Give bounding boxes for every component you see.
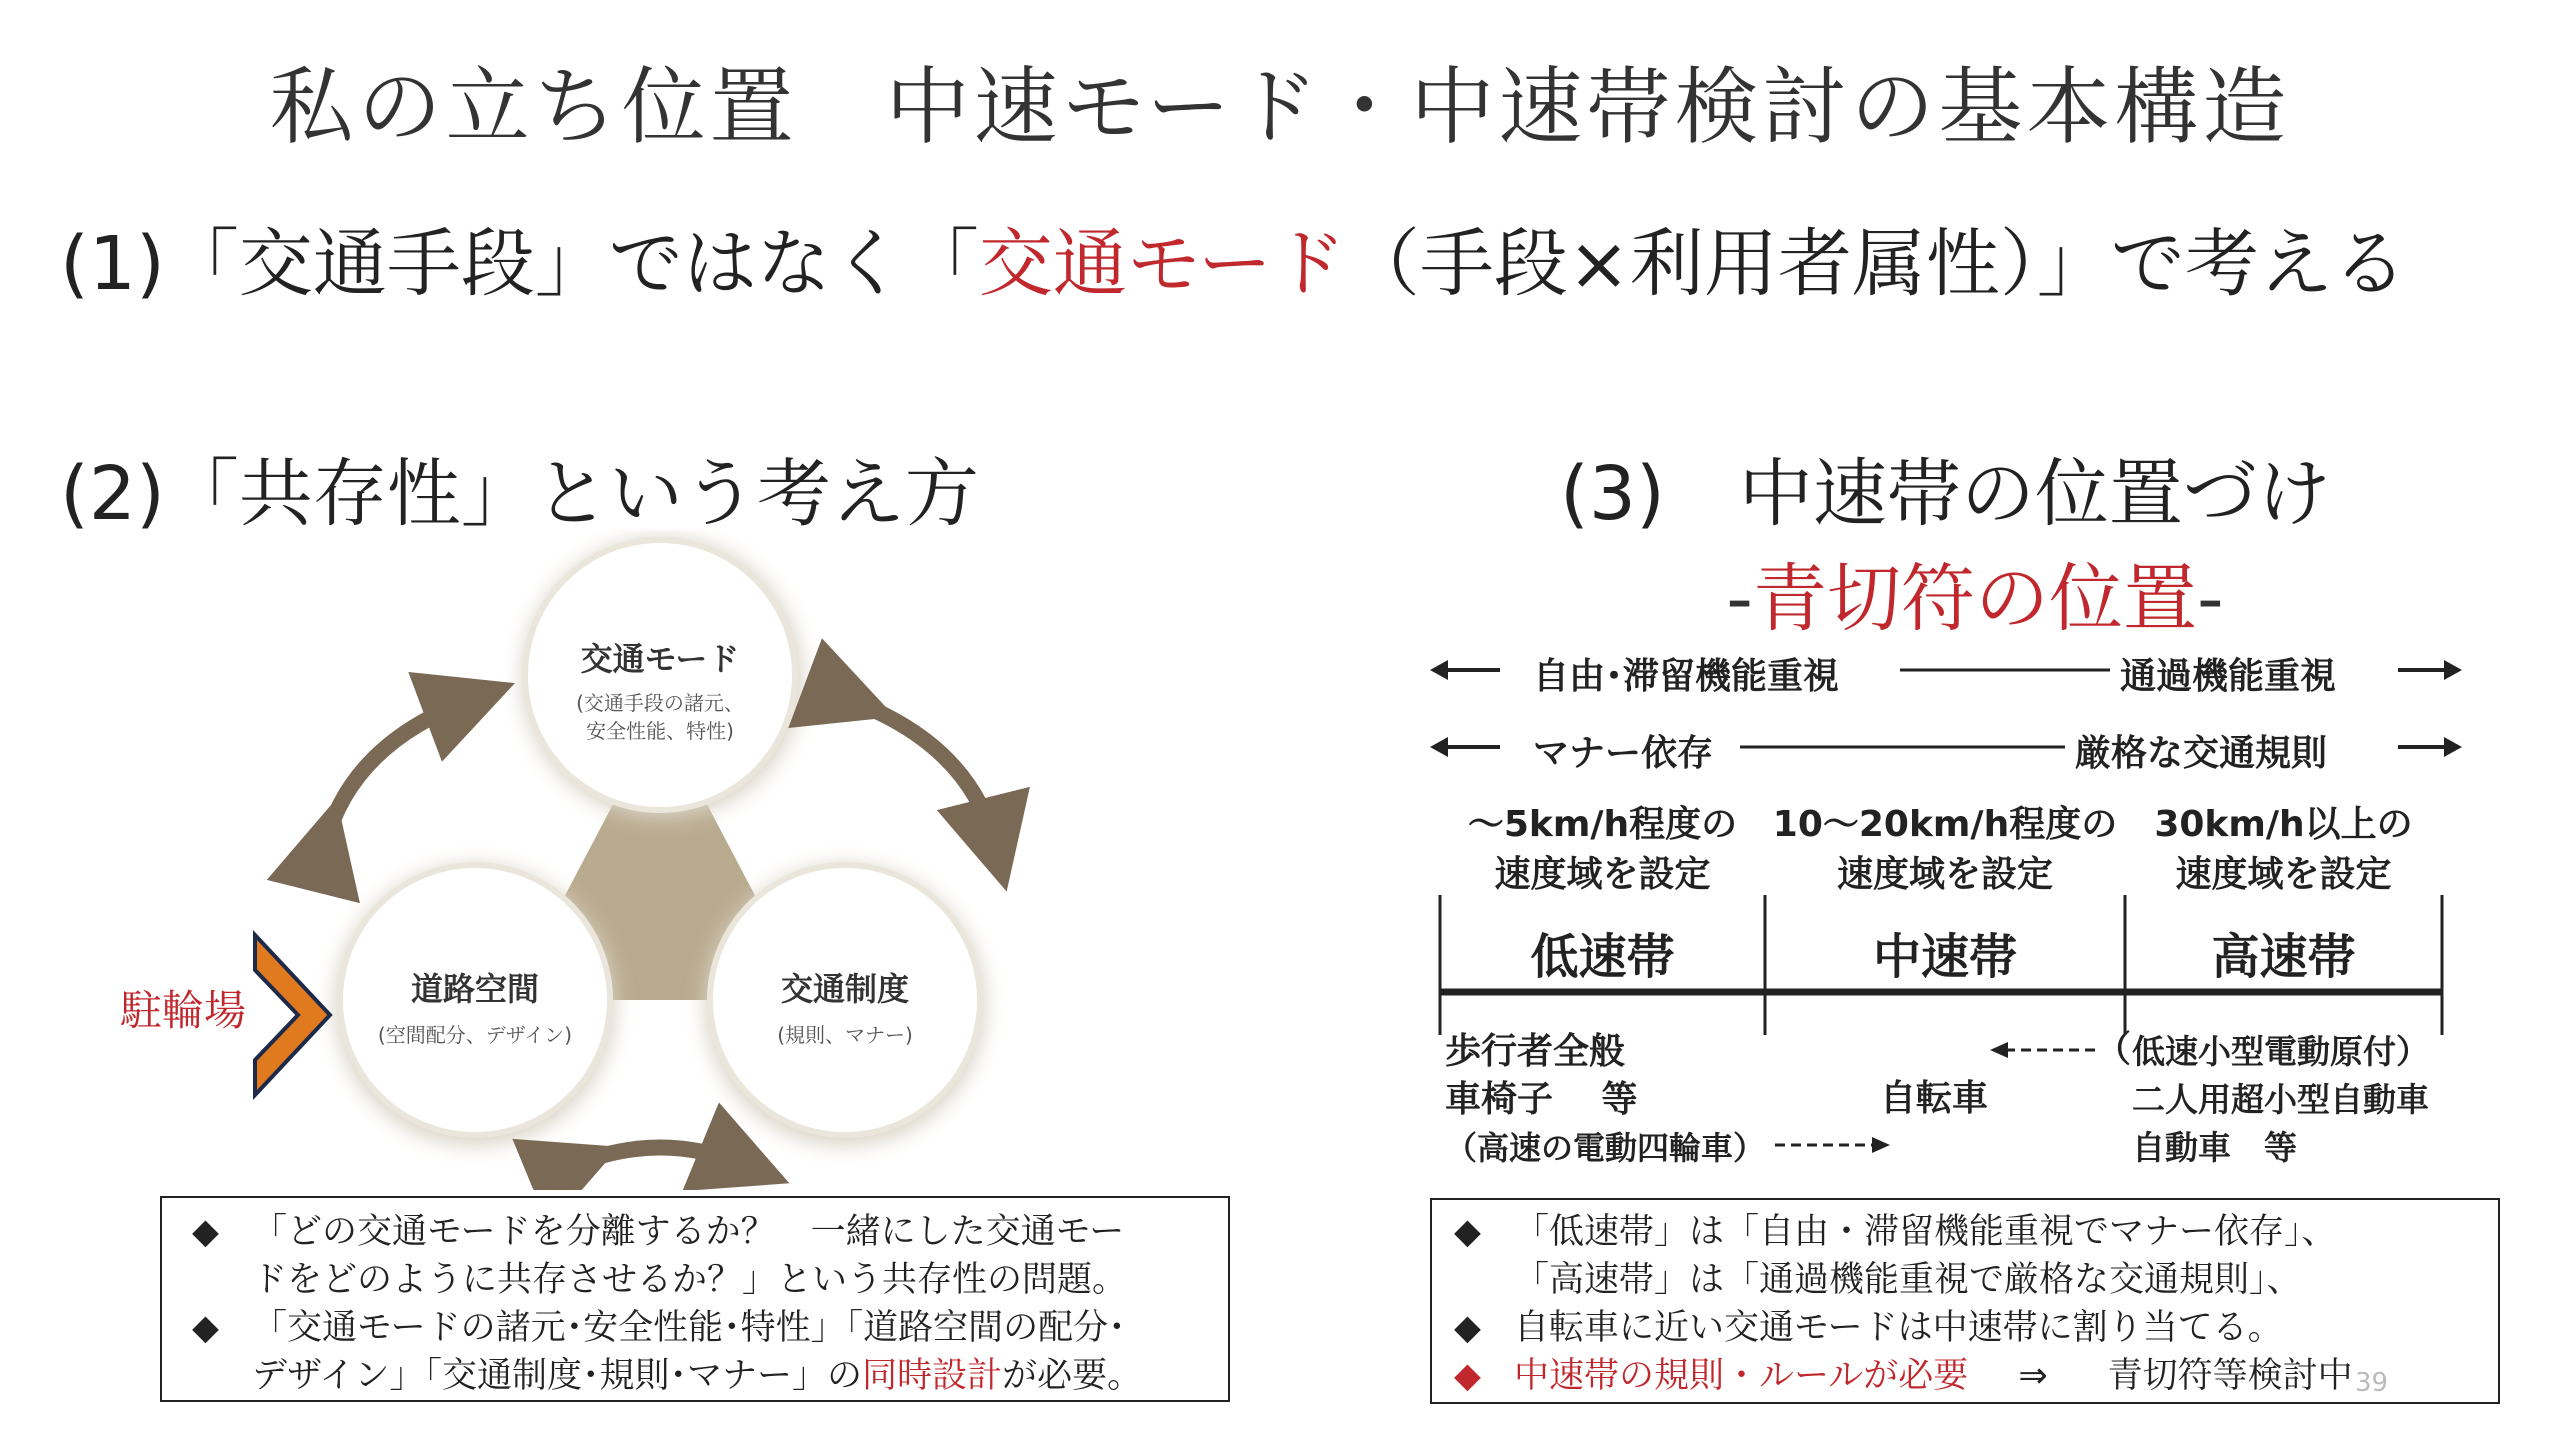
summary-line-3: 自転車に近い交通モードは中速帯に割り当てる。 bbox=[1514, 1308, 2283, 1348]
section-1-prefix: (1)「交通手段」ではなく「 bbox=[60, 221, 979, 307]
speed-label-high: 30km/h以上の 速度域を設定 bbox=[2154, 804, 2413, 895]
summary-line-4 bbox=[192, 1352, 1228, 1400]
circle-right-sub: (規則、マナー) bbox=[777, 1023, 913, 1047]
section-1-highlight: 交通モード bbox=[978, 221, 1346, 307]
bullet: ◆ bbox=[1454, 1308, 1481, 1348]
section-1-heading bbox=[60, 205, 2407, 311]
page-number: 39 bbox=[2355, 1368, 2389, 1398]
section-2-summary-box bbox=[160, 1196, 1230, 1402]
summary-line-4-red: 同時設計 bbox=[862, 1356, 1003, 1396]
sub-dash-left: - bbox=[1726, 556, 1753, 642]
arrow-left-top bbox=[325, 700, 470, 845]
speed-label-low: ～5km/h程度の 速度域を設定 bbox=[1467, 804, 1738, 895]
band-mid: 中速帯 bbox=[1872, 929, 2017, 985]
circle-top-sub2: 安全性能、特性) bbox=[586, 719, 734, 743]
summary-line-4-red: 中速帯の規則・ルールが必要 bbox=[1514, 1356, 1969, 1396]
bullet-red: ◆ bbox=[1454, 1356, 1481, 1396]
section-3-heading: (3) 中速帯の位置づけ bbox=[1560, 451, 2331, 537]
section-2-heading: (2)「共存性」という考え方 bbox=[60, 451, 979, 537]
row1-right-label: 通過機能重視 bbox=[2120, 656, 2337, 697]
summary-line-3: 「交通モードの諸元･安全性能･特性」「道路空間の配分･ bbox=[252, 1308, 1126, 1348]
sub-heading-red: 青切符の位置 bbox=[1753, 556, 2197, 642]
section-1-suffix: （手段×利用者属性）」で考える bbox=[1345, 221, 2407, 307]
right-arrow-icon: ⇒ bbox=[2018, 1356, 2048, 1396]
section-3-subheading bbox=[1560, 540, 2390, 646]
circle-left-sub: (空間配分、デザイン) bbox=[377, 1023, 573, 1047]
row2-left-label: マナー依存 bbox=[1533, 733, 1714, 774]
row2-right-label: 厳格な交通規則 bbox=[2075, 733, 2328, 774]
coexistence-diagram bbox=[230, 530, 1030, 1190]
circle-right-title: 交通制度 bbox=[780, 970, 910, 1008]
circle-top-sub1: (交通手段の諸元、 bbox=[576, 691, 744, 715]
summary-line-4-post: が必要。 bbox=[1002, 1356, 1143, 1396]
summary-line-4-post: 青切符等検討中 bbox=[2107, 1356, 2353, 1396]
sub-dash-right: - bbox=[2197, 556, 2224, 642]
row1-left-label: 自由･滞留機能重視 bbox=[1533, 656, 1840, 697]
band-low: 低速帯 bbox=[1530, 929, 1675, 985]
summary-line-2: ドをどのように共存させるか？」という共存性の問題。 bbox=[252, 1260, 1128, 1300]
section-3-summary-box bbox=[1430, 1198, 2500, 1404]
users-high-paren: （ bbox=[2095, 1029, 2132, 1070]
summary-line-1: 「どの交通モードを分離するか？ 一緒にした交通モー bbox=[252, 1212, 1125, 1252]
arrow-left-right bbox=[575, 1148, 745, 1166]
users-high: 低速小型電動原付） 二人用超小型自動車 自動車 等 bbox=[2132, 1032, 2429, 1167]
band-high: 高速帯 bbox=[2211, 929, 2356, 985]
arrow-top-right bbox=[850, 700, 995, 845]
bullet: ◆ bbox=[192, 1212, 219, 1252]
bullet: ◆ bbox=[192, 1308, 219, 1348]
circle-top-title: 交通モード bbox=[580, 640, 740, 678]
page-title: 私の立ち位置 中速モード・中速帯検討の基本構造 bbox=[269, 58, 2291, 156]
users-mid: 自転車 bbox=[1880, 1078, 1989, 1119]
bullet: ◆ bbox=[1454, 1212, 1481, 1252]
chevron-right-icon bbox=[250, 930, 340, 1100]
summary-line-1: 「低速帯」は「自由・滞留機能重視でマナー依存」、 bbox=[1514, 1212, 2337, 1252]
users-low: 歩行者全般 車椅子 等 （高速の電動四輪車） bbox=[1445, 1031, 1766, 1167]
parking-label: 駐輪場 bbox=[120, 986, 247, 1035]
circle-left-title: 道路空間 bbox=[410, 970, 540, 1008]
speed-label-mid: 10～20km/h程度の 速度域を設定 bbox=[1772, 804, 2118, 895]
summary-line-4-pre: デザイン」「交通制度･規則･マナー」の bbox=[252, 1356, 863, 1396]
summary-line-2: 「高速帯」は「通過機能重視で厳格な交通規則」、 bbox=[1514, 1260, 2302, 1300]
